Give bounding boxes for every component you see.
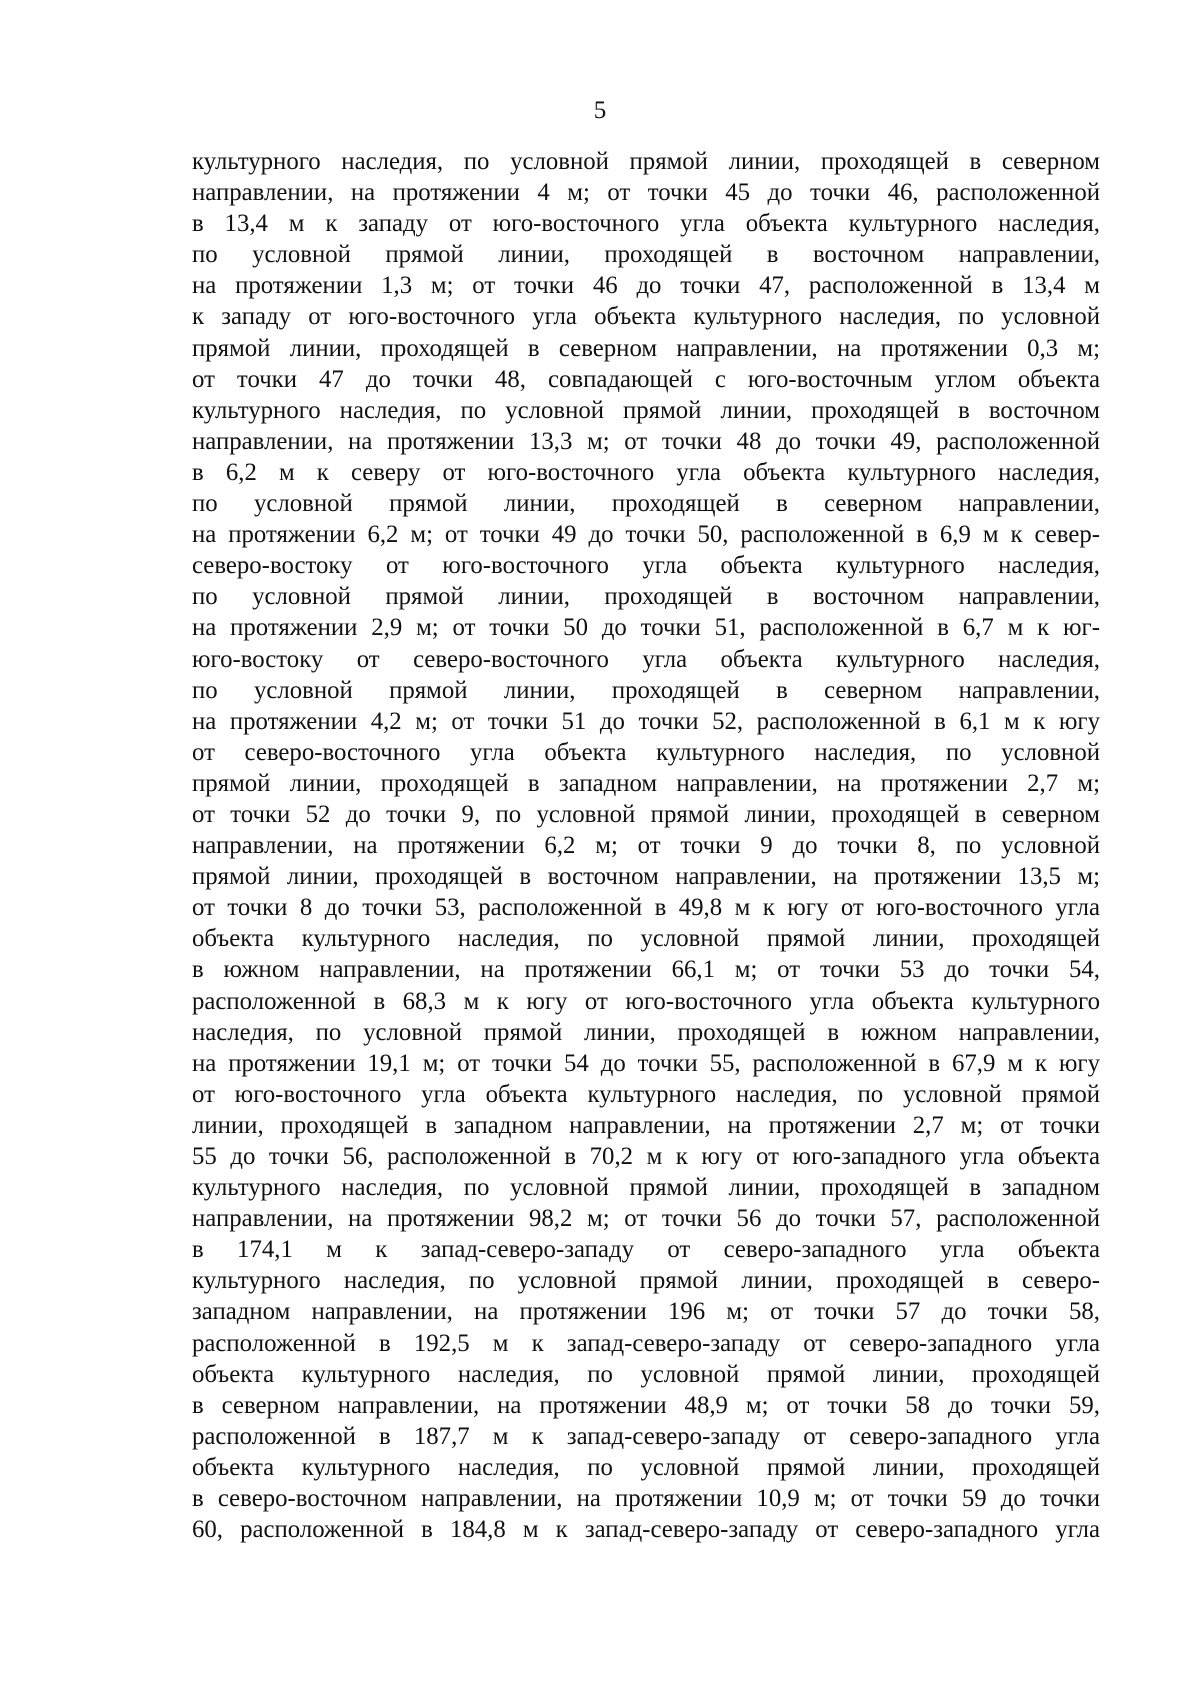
text-line: объекта культурного наследия, по условной прямой линии, проходящей bbox=[192, 1360, 1100, 1388]
text-line: культурного наследия, по условной прямой линии, проходящей в северо- bbox=[192, 1267, 1100, 1295]
text-line: прямой линии, проходящей в северном направлении, на протяжении 0,3 м; bbox=[192, 334, 1100, 362]
text-line: от точки 47 до точки 48, совпадающей с юго-восточным углом объекта bbox=[192, 365, 1100, 393]
text-line: в северном направлении, на протяжении 48,9 м; от точки 58 до точки 59, bbox=[192, 1391, 1100, 1419]
page-number: 5 bbox=[593, 97, 607, 124]
text-line: от северо-восточного угла объекта культурного наследия, по условной bbox=[192, 738, 1100, 766]
text-line: направлении, на протяжении 4 м; от точки 45 до точки 46, расположенной bbox=[192, 179, 1100, 207]
text-line: в северо-восточном направлении, на протяжении 10,9 м; от точки 59 до точки bbox=[192, 1485, 1100, 1513]
text-line: расположенной в 192,5 м к запад-северо-западу от северо-западного угла bbox=[192, 1329, 1100, 1357]
text-line: объекта культурного наследия, по условной прямой линии, проходящей bbox=[192, 1453, 1100, 1481]
text-line: 60, расположенной в 184,8 м к запад-северо-западу от северо-западного угла bbox=[192, 1516, 1100, 1544]
text-line: направлении, на протяжении 6,2 м; от точки 9 до точки 8, по условной bbox=[192, 832, 1100, 860]
text-line: северо-востоку от юго-восточного угла объекта культурного наследия, bbox=[192, 552, 1100, 580]
text-line: от юго-восточного угла объекта культурного наследия, по условной прямой bbox=[192, 1080, 1100, 1108]
text-line: от точки 52 до точки 9, по условной прямой линии, проходящей в северном bbox=[192, 800, 1100, 828]
text-line: культурного наследия, по условной прямой линии, проходящей в западном bbox=[192, 1174, 1100, 1202]
text-line: прямой линии, проходящей в западном направлении, на протяжении 2,7 м; bbox=[192, 769, 1100, 797]
text-line: юго-востоку от северо-восточного угла объекта культурного наследия, bbox=[192, 645, 1100, 673]
text-line: к западу от юго-восточного угла объекта культурного наследия, по условной bbox=[192, 303, 1100, 331]
text-line: расположенной в 68,3 м к югу от юго-восточного угла объекта культурного bbox=[192, 987, 1100, 1015]
text-line: наследия, по условной прямой линии, проходящей в южном направлении, bbox=[192, 1018, 1100, 1046]
text-line: прямой линии, проходящей в восточном направлении, на протяжении 13,5 м; bbox=[192, 863, 1100, 891]
text-line: направлении, на протяжении 13,3 м; от точки 48 до точки 49, расположенной bbox=[192, 427, 1100, 455]
text-line: по условной прямой линии, проходящей в северном направлении, bbox=[192, 490, 1100, 518]
text-line: на протяжении 1,3 м; от точки 46 до точки 47, расположенной в 13,4 м bbox=[192, 272, 1100, 300]
text-line: по условной прямой линии, проходящей в северном направлении, bbox=[192, 676, 1100, 704]
text-line: объекта культурного наследия, по условной прямой линии, проходящей bbox=[192, 925, 1100, 953]
text-line: на протяжении 19,1 м; от точки 54 до точки 55, расположенной в 67,9 м к югу bbox=[192, 1049, 1100, 1077]
text-line: культурного наследия, по условной прямой линии, проходящей в восточном bbox=[192, 396, 1100, 424]
text-line: 55 до точки 56, расположенной в 70,2 м к югу от юго-западного угла объекта bbox=[192, 1143, 1100, 1170]
text-line: на протяжении 2,9 м; от точки 50 до точки 51, расположенной в 6,7 м к юг- bbox=[192, 614, 1100, 642]
text-line: культурного наследия, по условной прямой линии, проходящей в северном bbox=[192, 148, 1100, 175]
text-line: в 13,4 м к западу от юго-восточного угла объекта культурного наследия, bbox=[192, 210, 1100, 238]
text-line: западном направлении, на протяжении 196 м; от точки 57 до точки 58, bbox=[192, 1298, 1100, 1326]
text-line: расположенной в 187,7 м к запад-северо-западу от северо-западного угла bbox=[192, 1422, 1100, 1450]
text-line: от точки 8 до точки 53, расположенной в 49,8 м к югу от юго-восточного угла bbox=[192, 894, 1100, 922]
text-line: по условной прямой линии, проходящей в восточном направлении, bbox=[192, 241, 1100, 269]
text-line: в 174,1 м к запад-северо-западу от северо-западного угла объекта bbox=[192, 1236, 1100, 1264]
text-line: по условной прямой линии, проходящей в восточном направлении, bbox=[192, 583, 1100, 611]
text-line: на протяжении 4,2 м; от точки 51 до точки 52, расположенной в 6,1 м к югу bbox=[192, 707, 1100, 735]
text-line: на протяжении 6,2 м; от точки 49 до точки 50, расположенной в 6,9 м к север- bbox=[192, 521, 1100, 549]
body-text bbox=[192, 146, 1100, 1545]
text-line: в южном направлении, на протяжении 66,1 м; от точки 53 до точки 54, bbox=[192, 956, 1100, 984]
text-line: линии, проходящей в западном направлении, на протяжении 2,7 м; от точки bbox=[192, 1111, 1100, 1139]
text-line: направлении, на протяжении 98,2 м; от точки 56 до точки 57, расположенной bbox=[192, 1205, 1100, 1233]
text-line: в 6,2 м к северу от юго-восточного угла объекта культурного наследия, bbox=[192, 458, 1100, 486]
